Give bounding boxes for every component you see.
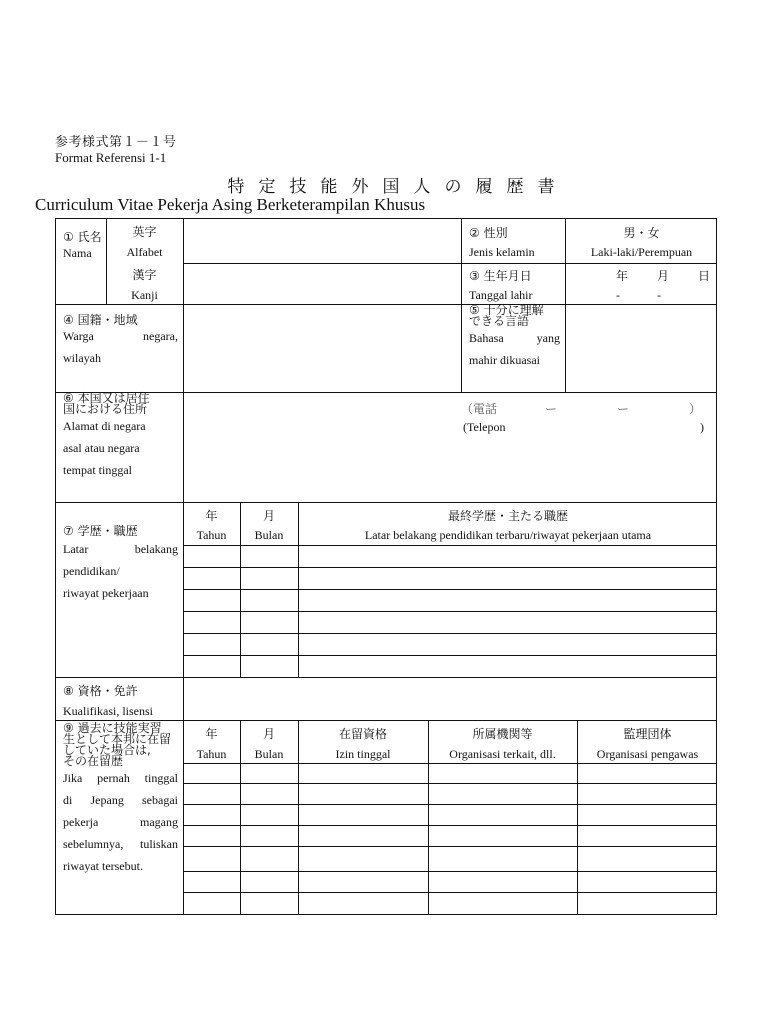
form-reference-jp: 参考様式第１－１号 <box>55 135 177 150</box>
cv-form-table <box>55 218 717 915</box>
education-row-line <box>183 545 716 546</box>
row-divider <box>56 502 716 503</box>
gender-label-jp: ② 性別 <box>469 226 508 240</box>
internship-row-line <box>183 846 716 847</box>
name-alphabet-field[interactable] <box>184 220 460 262</box>
alphabet-label-jp: 英字 <box>132 225 157 239</box>
internship-label-jp-line-3: していた場合は, <box>63 743 151 757</box>
address-field[interactable] <box>184 393 454 501</box>
education-row-line <box>183 567 716 568</box>
internship-label-id-line-4: sebelumnya, tuliskan <box>63 837 178 851</box>
gender-options-id: Laki-laki/Perempuan <box>590 245 693 259</box>
education-label-id-line-3: riwayat pekerjaan <box>63 586 149 600</box>
education-label-id-line-2: pendidikan/ <box>63 564 120 578</box>
education-label-jp: ⑦ 学歴・職歴 <box>63 524 138 538</box>
education-col-month-id: Bulan <box>254 528 284 542</box>
internship-col-supervisor-id: Organisasi pengawas <box>596 747 699 761</box>
internship-col-org-jp: 所属機関等 <box>472 727 533 741</box>
internship-row-line <box>183 892 716 893</box>
document-title-id: Curriculum Vitae Pekerja Asing Berketerampilan Khusus <box>35 195 426 214</box>
internship-col-year-id: Tahun <box>196 747 227 761</box>
address-label-id-line-3: tempat tinggal <box>63 463 132 477</box>
internship-col-org-id: Organisasi terkait, dll. <box>449 747 556 761</box>
document-title-jp: 特定技能外国人の履歴書 <box>227 177 569 197</box>
qualification-field[interactable] <box>184 678 717 719</box>
nationality-label-id-line-1: Warga negara, <box>63 329 178 343</box>
kanji-label-jp: 漢字 <box>132 268 157 282</box>
internship-label-id-line-3: pekerja magang <box>63 815 178 829</box>
dob-dash-1: - <box>616 288 620 302</box>
education-row-line <box>183 611 716 612</box>
education-col-year-jp: 年 <box>205 509 218 523</box>
qualification-label-id: Kualifikasi, lisensi <box>63 704 153 718</box>
name-kanji-field[interactable] <box>184 264 460 303</box>
dob-label-id: Tanggal lahir <box>469 288 533 302</box>
internship-col-month-id: Bulan <box>254 747 284 761</box>
internship-col-year-jp: 年 <box>205 727 218 741</box>
internship-label-id-line-2: di Jepang sebagai <box>63 793 178 807</box>
phone-label-id: (Telepon <box>463 420 506 434</box>
language-label-id-line-1: Bahasa yang <box>469 331 560 345</box>
address-label-id-line-1: Alamat di negara <box>63 419 146 433</box>
dob-label-jp: ③ 生年月日 <box>469 269 532 283</box>
education-col-detail-jp: 最終学歴・主たる職歴 <box>447 509 568 523</box>
dob-day-mark: 日 <box>698 269 711 283</box>
form-reference-id: Format Referensi 1-1 <box>55 150 167 165</box>
address-label-jp-line-2: 国における住所 <box>63 402 148 416</box>
internship-row-line <box>183 871 716 872</box>
education-col-detail-id: Latar belakang pendidikan terbaru/riwayat pekerjaan utama <box>364 528 652 542</box>
education-row-line <box>183 589 716 590</box>
phone-label-close: ) <box>700 420 704 434</box>
internship-col-status-jp: 在留資格 <box>338 727 387 741</box>
internship-row-line <box>183 825 716 826</box>
internship-label-jp-line-2: 生として本邦に在留 <box>63 732 172 746</box>
internship-label-jp-line-1: ⑨ 過去に技能実習 <box>63 721 162 735</box>
dob-dash-2: - <box>657 288 661 302</box>
name-label-jp: ① 氏名 <box>63 230 102 244</box>
internship-col-status-id: Izin tinggal <box>335 747 391 761</box>
education-col-year-id: Tahun <box>196 528 227 542</box>
language-label-jp-line-1: ⑤ 十分に理解 <box>469 303 544 317</box>
internship-col-month-jp: 月 <box>262 727 275 741</box>
language-label-id-line-2: mahir dikuasai <box>469 353 540 367</box>
phone-label-jp: （電話 ー ー ） <box>461 402 702 416</box>
education-label-id-line-1: Latar belakang <box>63 542 178 556</box>
gender-label-id: Jenis kelamin <box>469 245 535 259</box>
gender-options-jp[interactable]: 男・女 <box>623 226 660 240</box>
language-label-jp-line-2: できる言語 <box>469 314 530 328</box>
right-label-divider <box>461 219 462 392</box>
internship-label-jp-line-4: その在留歴 <box>63 754 124 768</box>
alphabet-label-id: Alfabet <box>126 245 163 259</box>
address-label-id-line-2: asal atau negara <box>63 441 140 455</box>
education-row-line <box>183 655 716 656</box>
education-col-month-jp: 月 <box>262 509 275 523</box>
internship-row-line <box>183 783 716 784</box>
internship-label-id-line-1: Jika pernah tinggal <box>63 771 178 785</box>
internship-label-id-line-5: riwayat tersebut. <box>63 859 143 873</box>
kanji-label-id: Kanji <box>131 288 158 302</box>
internship-row-line <box>183 804 716 805</box>
dob-year-mark: 年 <box>616 269 629 283</box>
qualification-label-jp: ⑧ 資格・免許 <box>63 684 138 698</box>
dob-month-mark: 月 <box>657 269 670 283</box>
nationality-label-id-line-2: wilayah <box>63 351 101 365</box>
internship-row-line <box>183 763 716 764</box>
name-label-id: Nama <box>63 246 92 260</box>
nationality-field[interactable] <box>184 305 460 391</box>
language-field[interactable] <box>566 305 717 391</box>
nationality-label-jp: ④ 国籍・地域 <box>63 313 138 327</box>
internship-col-supervisor-jp: 監理団体 <box>623 727 672 741</box>
address-label-jp-line-1: ⑥ 本国又は居住 <box>63 391 150 405</box>
internship-label-id-block <box>63 767 178 877</box>
education-row-line <box>183 633 716 634</box>
